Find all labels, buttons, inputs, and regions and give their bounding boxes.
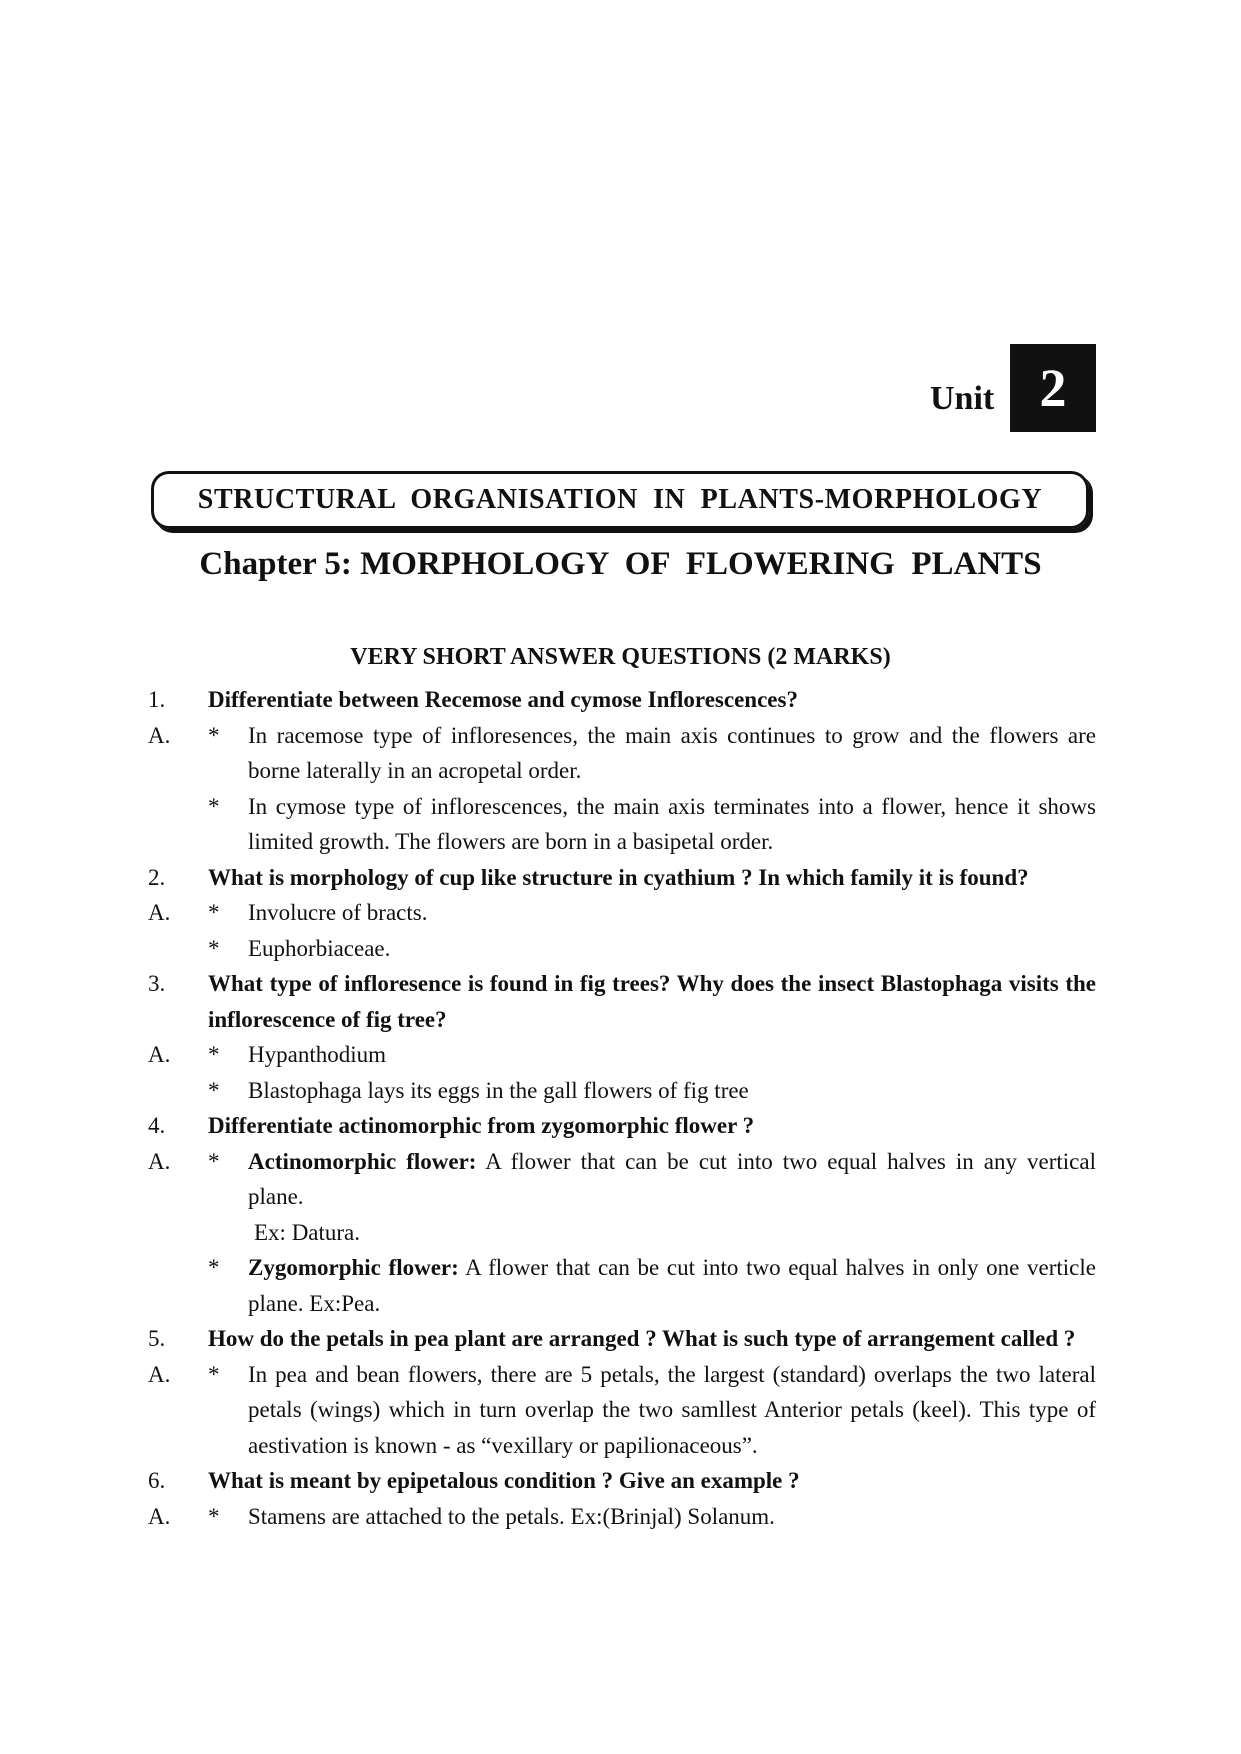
answer-bullet <box>148 931 1096 967</box>
unit-label: Unit <box>930 380 995 417</box>
answer-bullet <box>148 1499 1096 1535</box>
answer-bullet <box>148 1073 1096 1109</box>
answer-bullet <box>148 895 1096 931</box>
bullet-star: * <box>208 1148 220 1174</box>
question-row <box>148 1463 1096 1499</box>
question-number: 1. <box>148 687 166 712</box>
answer-text <box>248 1499 1096 1535</box>
question-text: Differentiate between Recemose and cymose Inflorescences? <box>208 687 798 712</box>
answer-text <box>248 789 1096 860</box>
bullet-star: * <box>208 793 220 819</box>
answer-text <box>248 931 1096 967</box>
answer-text <box>248 895 1096 931</box>
answer-definition: Euphorbiaceae. <box>248 935 391 961</box>
section-title: VERY SHORT ANSWER QUESTIONS (2 MARKS) <box>350 644 891 670</box>
bullet-star: * <box>208 1077 220 1103</box>
bullet-star: * <box>208 722 220 748</box>
answer-text <box>248 1073 1096 1109</box>
answer-text <box>248 1250 1096 1321</box>
answer-definition: Stamens are attached to the petals. Ex:(Brinjal) Solanum. <box>248 1503 775 1529</box>
question-text: How do the petals in pea plant are arranged ? What is such type of arrangement called ? <box>208 1326 1076 1351</box>
answer-text <box>248 718 1096 789</box>
answer-bullet <box>148 1037 1096 1073</box>
question-row <box>148 682 1096 718</box>
question-text: What type of infloresence is found in fig trees? Why does the insect Blastophaga visits the inflorescence of fig tree? <box>208 971 1096 1032</box>
question-number: 6. <box>148 1468 166 1493</box>
bullet-star: * <box>208 935 220 961</box>
answer-marker: A. <box>148 900 171 925</box>
answer-example: Ex: Datura. <box>254 1219 361 1245</box>
answer-text <box>248 1144 1096 1251</box>
chapter-title: Chapter 5: MORPHOLOGY OF FLOWERING PLANTS <box>199 546 1042 582</box>
question-number: 2. <box>148 864 166 890</box>
answer-bullet <box>148 718 1096 789</box>
answer-bullet <box>148 1144 1096 1251</box>
answer-bullet <box>148 789 1096 860</box>
bullet-star: * <box>208 1361 220 1387</box>
question-list <box>148 682 1096 1534</box>
question-number: 4. <box>148 1113 166 1138</box>
answer-definition: In cymose type of inflorescences, the main axis terminates into a flower, hence it shows limited growth. The flowers are born in a basipetal order. <box>248 793 1096 854</box>
answer-term: Actinomorphic flower: <box>248 1148 477 1174</box>
answer-marker: A. <box>148 1361 171 1387</box>
answer-text <box>248 1037 1096 1073</box>
question-row <box>148 1321 1096 1357</box>
answer-definition: A flower that can be cut into two equal halves in only one verticle plane. Ex:Pea. <box>248 1255 1096 1316</box>
bullet-star: * <box>208 1042 220 1067</box>
answer-definition: In pea and bean flowers, there are 5 petals, the largest (standard) overlaps the two lateral petals (wings) which in turn overlap the two samllest Anterior petals (keel). This type of aestivation is known - as “vexillary or papilionaceous”. <box>248 1361 1096 1458</box>
answer-definition: Involucre of bracts. <box>248 900 428 925</box>
answer-definition: Blastophaga lays its eggs in the gall flowers of fig tree <box>248 1077 749 1103</box>
answer-text <box>248 1357 1096 1464</box>
answer-definition: Hypanthodium <box>248 1042 386 1067</box>
question-row <box>148 966 1096 1037</box>
answer-bullet <box>148 1357 1096 1464</box>
answer-definition: In racemose type of infloresences, the main axis continues to grow and the flowers are borne laterally in an acropetal order. <box>248 722 1096 783</box>
answer-marker: A. <box>148 1042 171 1067</box>
unit-heading <box>930 344 1096 432</box>
question-number: 5. <box>148 1326 166 1351</box>
question-number: 3. <box>148 971 166 996</box>
question-text: Differentiate actinomorphic from zygomorphic flower ? <box>208 1113 755 1138</box>
question-text: What is morphology of cup like structure in cyathium ? In which family it is found? <box>208 864 1029 890</box>
unit-title-banner: STRUCTURAL ORGANISATION IN PLANTS-MORPHOLOGY <box>151 471 1089 529</box>
question-row <box>148 860 1096 896</box>
bullet-star: * <box>208 1503 220 1529</box>
bullet-star: * <box>208 900 220 925</box>
unit-number-box: 2 <box>1010 344 1096 432</box>
answer-bullet <box>148 1250 1096 1321</box>
answer-term: Zygomorphic flower: <box>248 1255 459 1280</box>
question-text: What is meant by epipetalous condition ? Give an example ? <box>208 1468 800 1493</box>
answer-marker: A. <box>148 722 171 748</box>
bullet-star: * <box>208 1255 220 1280</box>
answer-marker: A. <box>148 1148 171 1174</box>
answer-definition: A flower that can be cut into two equal halves in any vertical plane. <box>248 1148 1096 1209</box>
question-row <box>148 1108 1096 1144</box>
answer-marker: A. <box>148 1503 171 1529</box>
